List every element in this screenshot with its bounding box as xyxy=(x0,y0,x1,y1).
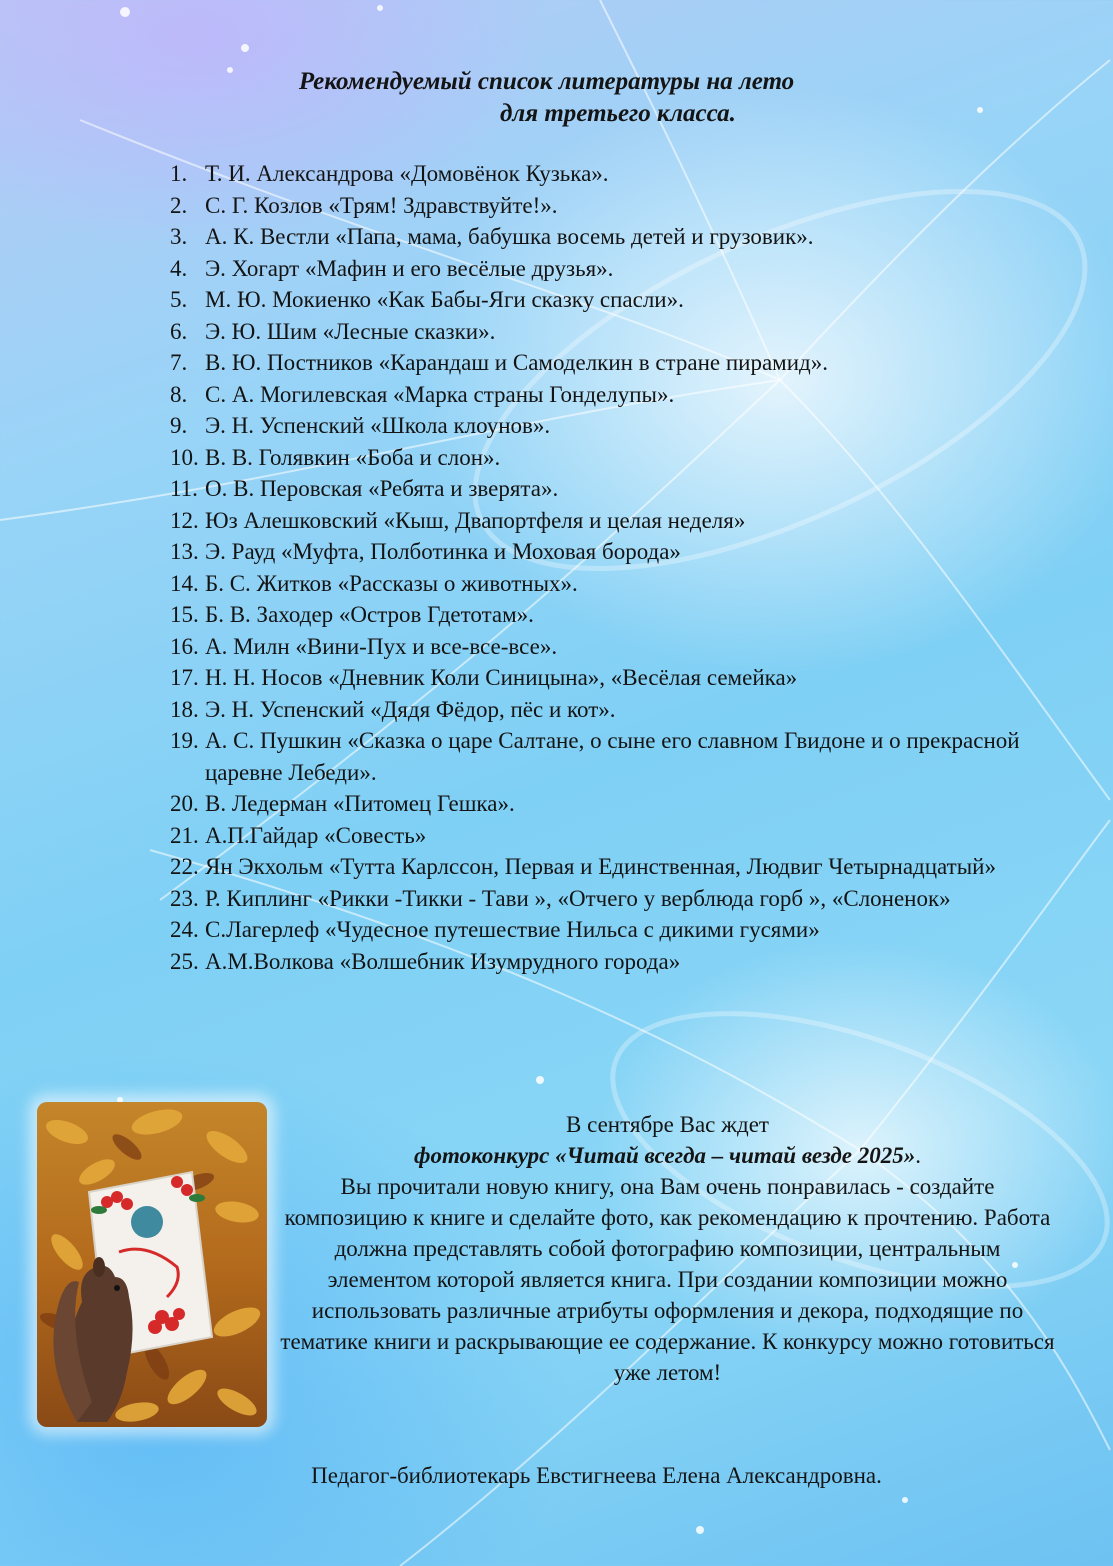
signature: Педагог-библиотекарь Евстигнеева Елена Александровна. xyxy=(311,1463,882,1488)
list-item-text: А.М.Волкова «Волшебник Изумрудного города» xyxy=(205,948,681,974)
list-item-text: А. С. Пушкин «Сказка о царе Салтане, о сыне его славном Гвидоне и о прекрасной царевне Лебеди». xyxy=(205,728,1020,785)
list-item-number: 2. xyxy=(170,192,188,218)
list-item xyxy=(170,316,1070,348)
list-item xyxy=(170,347,1070,379)
page-title-line2: для третьего класса. xyxy=(500,100,736,127)
list-item-text: А. К. Вестли «Папа, мама, бабушка восемь детей и грузовик». xyxy=(205,224,814,249)
list-item xyxy=(170,788,1070,820)
list-item-text: С.Лагерлеф «Чудесное путешествие Нильса с дикими гусями» xyxy=(205,917,820,942)
book-list xyxy=(170,158,1070,977)
list-item xyxy=(170,851,1070,883)
list-item xyxy=(170,599,1070,631)
list-item-text: Э. Хогарт «Мафин и его весёлые друзья». xyxy=(205,255,614,281)
list-item-number: 10. xyxy=(170,444,199,470)
list-item xyxy=(170,505,1070,537)
list-item-number: 21. xyxy=(170,822,199,848)
list-item-text: В. Ю. Постников «Карандаш и Самоделкин в стране пирамид». xyxy=(205,350,828,375)
list-item xyxy=(170,631,1070,663)
contest-intro: В сентябре Вас ждет xyxy=(566,1112,769,1137)
squirrel-book-photo xyxy=(37,1102,267,1427)
list-item-text: Ян Экхольм «Тутта Карлссон, Первая и Единственная, Людвиг Четырнадцатый» xyxy=(205,854,996,879)
list-item-number: 15. xyxy=(170,602,199,627)
list-item xyxy=(170,883,1070,915)
list-item xyxy=(170,568,1070,600)
list-item xyxy=(170,442,1070,474)
list-item xyxy=(170,694,1070,726)
list-item xyxy=(170,473,1070,505)
list-item-number: 13. xyxy=(170,539,199,564)
list-item-number: 4. xyxy=(170,255,188,281)
list-item-text: О. В. Перовская «Ребята и зверята». xyxy=(205,476,559,501)
contest-title-line xyxy=(280,1140,1055,1171)
list-item xyxy=(170,536,1070,568)
list-item-text: Э. Рауд «Муфта, Полботинка и Моховая борода» xyxy=(205,539,681,564)
list-item xyxy=(170,820,1070,852)
list-item xyxy=(170,221,1070,253)
list-item-number: 19. xyxy=(170,728,199,753)
list-item xyxy=(170,158,1070,190)
list-item-number: 23. xyxy=(170,885,199,911)
list-item-number: 9. xyxy=(170,413,188,438)
list-item xyxy=(170,914,1070,946)
list-item-number: 6. xyxy=(170,318,188,344)
list-item-text: В. В. Голявкин «Боба и слон». xyxy=(205,444,501,470)
list-item-text: Э. Н. Успенский «Школа клоунов». xyxy=(205,413,551,438)
list-item-text: Р. Киплинг «Рикки -Тикки - Тави », «Отчего у верблюда горб », «Слоненок» xyxy=(205,885,951,911)
list-item-number: 25. xyxy=(170,948,199,974)
list-item-number: 7. xyxy=(170,350,188,375)
list-item xyxy=(170,725,1070,788)
contest-title-tail: . xyxy=(915,1143,922,1168)
contest-description: Вы прочитали новую книгу, она Вам очень понравилась - создайте композицию к книге и сделайте фото, как рекомендацию к прочтению. Работа должна представлять собой фотографию композиции, центральным элементом которой является книга. При создании композиции можно использовать различные атрибуты оформления и декора, подходящие по тематике книги и раскрывающие ее содержание. К конкурсу можно готовиться уже летом! xyxy=(280,1174,1055,1385)
list-item-text: В. Ледерман «Питомец Гешка». xyxy=(205,791,515,816)
page-title-line1: Рекомендуемый список литературы на лето xyxy=(298,68,795,95)
list-item-number: 3. xyxy=(170,224,188,249)
list-item xyxy=(170,253,1070,285)
list-item-number: 14. xyxy=(170,570,199,596)
list-item-text: С. А. Могилевская «Марка страны Гонделупы». xyxy=(205,381,675,407)
list-item xyxy=(170,284,1070,316)
list-item-number: 12. xyxy=(170,507,199,533)
list-item-number: 17. xyxy=(170,665,199,690)
list-item-text: Юз Алешковский «Кыш, Двапортфеля и целая неделя» xyxy=(205,507,746,533)
list-item-number: 8. xyxy=(170,381,188,407)
list-item-text: Э. Ю. Шим «Лесные сказки». xyxy=(205,318,496,344)
list-item xyxy=(170,190,1070,222)
list-item-number: 22. xyxy=(170,854,199,879)
list-item xyxy=(170,946,1070,978)
squirrel-with-book-illustration xyxy=(37,1102,267,1427)
list-item-number: 20. xyxy=(170,791,199,816)
list-item-text: Б. С. Житков «Рассказы о животных». xyxy=(205,570,578,596)
list-item-text: Э. Н. Успенский «Дядя Фёдор, пёс и кот». xyxy=(205,696,616,722)
list-item-text: С. Г. Козлов «Трям! Здравствуйте!». xyxy=(205,192,558,218)
list-item xyxy=(170,662,1070,694)
list-item-text: А.П.Гайдар «Совесть» xyxy=(205,822,427,848)
list-item-number: 16. xyxy=(170,633,199,659)
photo-contest-announcement xyxy=(280,1109,1055,1388)
list-item-number: 1. xyxy=(170,161,188,186)
list-item-text: Б. В. Заходер «Остров Гдетотам». xyxy=(205,602,534,627)
list-item xyxy=(170,410,1070,442)
list-item-number: 5. xyxy=(170,287,188,312)
list-item-text: Т. И. Александрова «Домовёнок Кузька». xyxy=(205,161,609,186)
contest-title: фотоконкурс «Читай всегда – читай везде 2025» xyxy=(413,1143,916,1168)
list-item-text: М. Ю. Мокиенко «Как Бабы-Яги сказку спасли». xyxy=(205,287,684,312)
list-item-number: 24. xyxy=(170,917,199,942)
list-item-text: Н. Н. Носов «Дневник Коли Синицына», «Весёлая семейка» xyxy=(205,665,798,690)
list-item-number: 18. xyxy=(170,696,199,722)
list-item-text: А. Милн «Вини-Пух и все-все-все». xyxy=(205,633,558,659)
list-item-number: 11. xyxy=(170,476,198,501)
list-item xyxy=(170,379,1070,411)
